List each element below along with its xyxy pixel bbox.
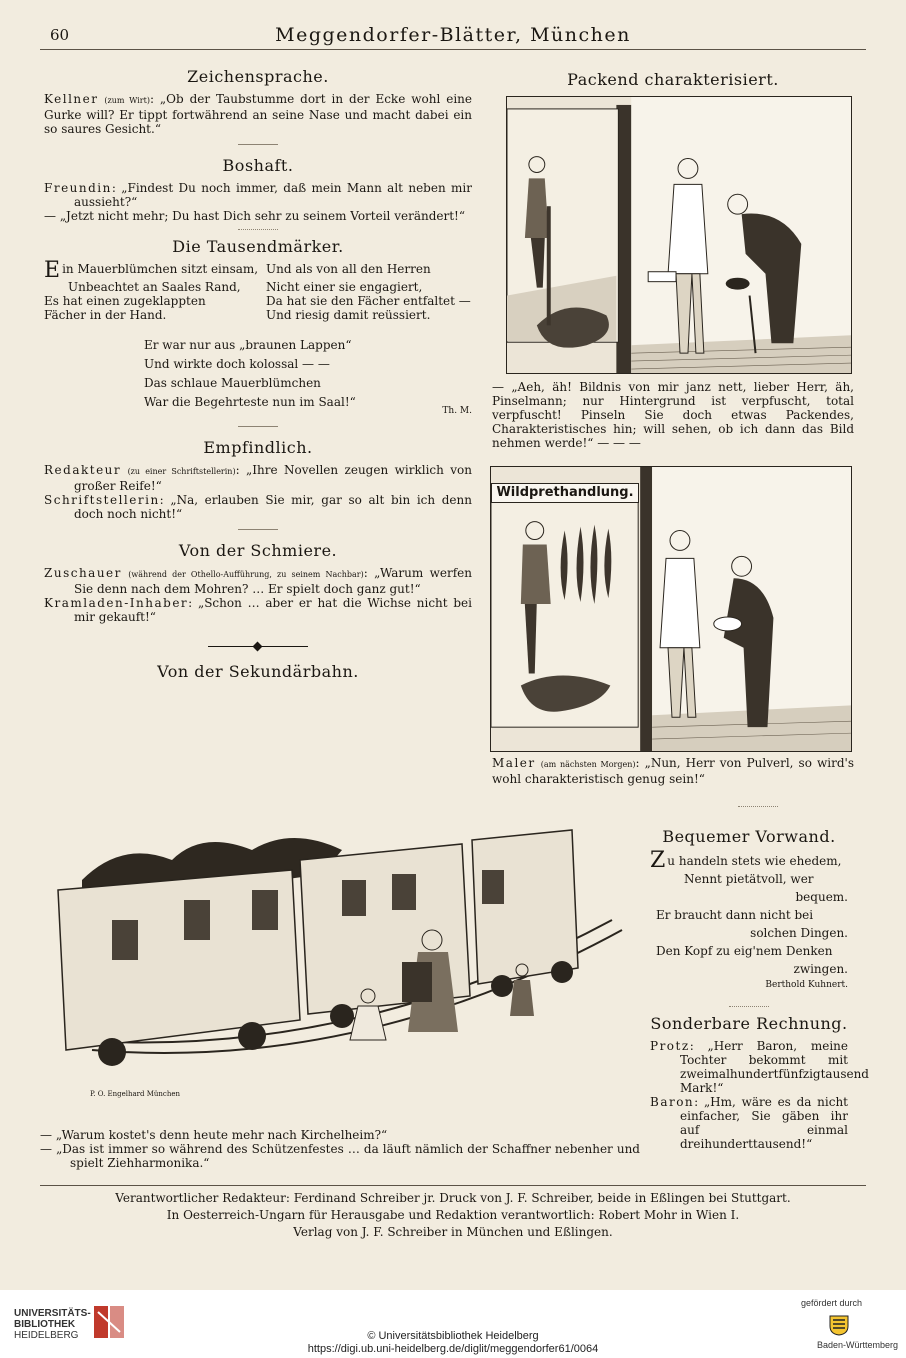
copyright-notice: © Universitätsbibliothek Heidelberg https://digi.ub.uni-heidelberg.de/diglit/meggendorfer61/0064 <box>0 1330 906 1356</box>
train-caption: — „Warum kostet's denn heute mehr nach Kirchelheim?“ — „Das ist immer so während des Schützenfestes … da läuft nämlich der Schaffner nebenher und spielt Ziehharmonika.“ <box>40 1128 640 1170</box>
article-title: Empfindlich. <box>203 438 313 457</box>
permalink[interactable]: https://digi.ub.uni-heidelberg.de/diglit/meggendorfer61/0064 <box>307 1343 599 1355</box>
funding-label: gefördert durch <box>800 1298 862 1308</box>
article-title: Die Tausendmärker. <box>172 237 344 256</box>
article-text: Schriftstellerin: „Na, erlauben Sie mir, gar so alt bin ich denn doch noch nicht!“ <box>44 493 472 521</box>
masthead: Meggendorfer-Blätter, München <box>275 24 631 46</box>
signature: Th. M. <box>442 406 472 416</box>
ornament-divider <box>208 646 308 647</box>
article-text: Kramladen-Inhaber: „Schon … aber er hat die Wichse nicht bei mir gekauft!“ <box>44 596 472 624</box>
article-text: Zuschauer (während der Othello-Aufführung, zu seinem Nachbar): „Warum werfen Sie denn nach dem Mohren? … Er spielt doch ganz gut!“ <box>44 566 472 596</box>
divider <box>238 144 278 145</box>
page-header <box>40 22 866 50</box>
drop-cap: Z <box>650 848 666 873</box>
article-title: Von der Sekundärbahn. <box>157 662 359 681</box>
divider <box>238 426 278 427</box>
article-title: Packend charakterisiert. <box>567 70 779 89</box>
article-text: Protz: „Herr Baron, meine Tochter bekommt mit zweimalhundertfünfzigtausend Mark!“ <box>650 1039 869 1095</box>
funder-name: Baden-Württemberg <box>816 1340 898 1350</box>
illustration-drawing <box>52 800 642 1120</box>
illustration-portrait-studio <box>506 96 852 374</box>
illustration-local-train <box>52 800 642 1120</box>
imprint-footer <box>40 1185 866 1241</box>
illustration-drawing <box>491 467 851 751</box>
article-text: Redakteur (zu einer Schriftstellerin): „Ihre Novellen zeugen wirklich von großer Reife!“ <box>44 463 472 493</box>
poem-stanza: Er war nur aus „braunen Lappen“ Und wirkte doch kolossal — — Das schlaue Mauerblümchen War die Begehrteste nun im Saal!“ <box>144 338 356 409</box>
shop-sign: Wildprethandlung. <box>491 483 639 503</box>
illustration-game-shop <box>490 466 852 752</box>
poem: Zu handeln stets wie ehedem, Nennt pietätvoll, wer bequem. Er braucht dann nicht bei solchen Dingen. Den Kopf zu eig'nem Denken zwingen. <box>650 848 848 976</box>
article-text: Kellner (zum Wirt): „Ob der Taubstumme dort in der Ecke wohl eine Gurke will? Er tippt fortwährend an seine Nase und macht dabei ein so saures Gesicht.“ <box>44 92 472 136</box>
article-title: Sonderbare Rechnung. <box>650 1014 848 1033</box>
imprint-line: Verantwortlicher Redakteur: Ferdinand Schreiber jr. Druck von J. F. Schreiber, beide in Eßlingen bei Stuttgart. <box>115 1191 791 1205</box>
illustration-caption: Maler (am nächsten Morgen): „Nun, Herr von Pulverl, so wird's wohl charakteristisch genug sein!“ <box>492 756 854 786</box>
article-text: — „Jetzt nicht mehr; Du hast Dich sehr zu seinem Vorteil verändert!“ <box>44 209 466 223</box>
poem: Ein Mauerblümchen sitzt einsam, Und als von all den Herren Unbeachtet an Saales Rand, Nicht einer sie engagiert, Es hat einen zugeklappten Da hat sie den Fächer entfaltet — Fächer in der Hand. Und riesig damit reüssiert. <box>44 258 471 322</box>
artist-signature: P. O. Engelhard München <box>90 1090 180 1098</box>
divider <box>238 529 278 530</box>
divider <box>238 229 278 230</box>
article-title: Zeichensprache. <box>187 67 329 86</box>
illustration-drawing <box>507 97 851 373</box>
signature: Berthold Kuhnert. <box>765 980 848 990</box>
left-column <box>44 64 472 687</box>
article-title: Bequemer Vorwand. <box>662 827 836 846</box>
article-text: Baron: „Hm, wäre es da nicht einfacher, Sie gäben ihr auf einmal dreihunderttausend!“ <box>650 1095 848 1151</box>
article-title: Boshaft. <box>222 156 294 175</box>
article-title: Von der Schmiere. <box>178 541 338 560</box>
drop-cap: E <box>44 258 61 283</box>
article-text: Freundin: „Findest Du noch immer, daß mein Mann alt neben mir aussieht?“ <box>44 181 472 209</box>
page-number: 60 <box>50 26 70 44</box>
illustration-caption: — „Aeh, äh! Bildnis von mir janz nett, lieber Herr, äh, Pinselmann; nur Hintergrund ist verpfuscht, total verpfuscht! Pinseln Sie doch etwas Packendes, Charakteristisches hin; will sehen, ob ich dann das Bild nehmen werde!“ — — — <box>492 380 854 450</box>
poem-bequemer-vorwand <box>650 824 869 1151</box>
divider <box>729 1006 769 1007</box>
state-crest-icon <box>828 1314 850 1336</box>
library-name: UNIVERSITÄTS- BIBLIOTHEK HEIDELBERG <box>14 1308 91 1341</box>
imprint-line: Verlag von J. F. Schreiber in München und Eßlingen. <box>293 1225 613 1239</box>
library-credit-bar <box>0 1290 906 1358</box>
imprint-line: In Oesterreich-Ungarn für Herausgabe und Redaktion verantwortlich: Robert Mohr in Wien I. <box>166 1208 740 1222</box>
divider <box>738 806 778 807</box>
